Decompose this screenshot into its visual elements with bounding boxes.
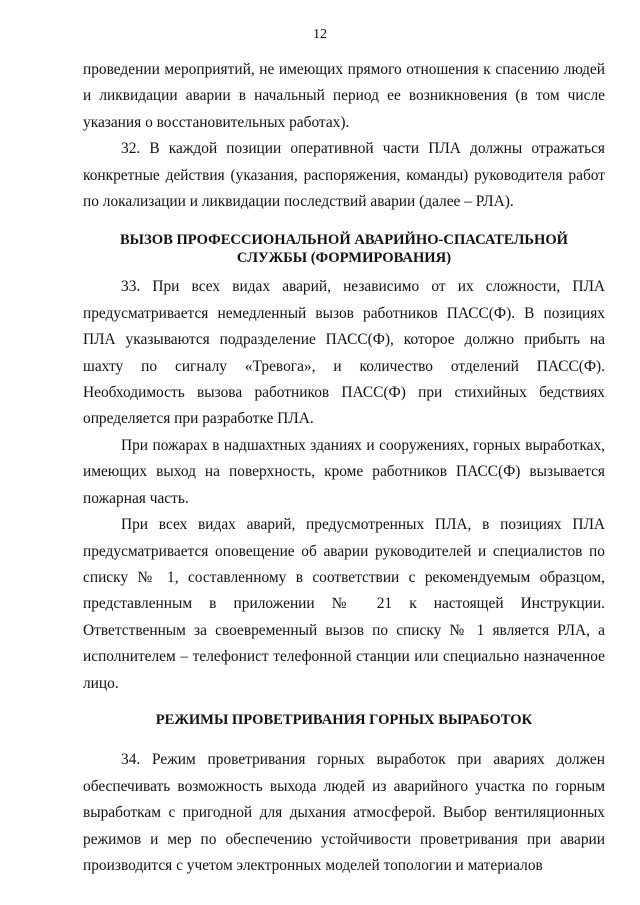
heading-line: ВЫЗОВ ПРОФЕССИОНАЛЬНОЙ АВАРИЙНО-СПАСАТЕЛЬНОЙ	[119, 232, 569, 249]
paragraph-fires: При пожарах в надшахтных зданиях и сооружениях, горных выработках, имеющих выход на поверхность, кроме работников ПАСС(Ф) вызывается пожарная часть.	[83, 436, 605, 507]
paragraph-34: 34. Режим проветривания горных выработок при авариях должен обеспечивать возможность выхода людей из аварийного участка по горным выработкам с пригодной для дыхания атмосферой. Выбор вентиляционных режимов и мер по обеспечению устойчивости проветривания при аварии производится с учетом электронных моделей топологии и материалов	[83, 751, 605, 875]
paragraph-continuation: проведении мероприятий, не имеющих прямого отношения к спасению людей и ликвидации аварии в начальный период ее возникновения (в том числе указания о восстановительных работах).	[83, 61, 605, 131]
section-heading-rescue-service	[83, 232, 605, 267]
paragraph-notification: При всех видах аварий, предусмотренных ПЛА, в позициях ПЛА предусматривается оповещение об аварии руководителей и специалистов по списку № 1, составленному в соответствии с рекомендуемым образцом, представленным в приложении № 21 к настоящей Инструкции. Ответственным за своевременный вызов по списку № 1 является РЛА, а исполнителем – телефонист телефонной станции или специально назначенное лицо.	[83, 516, 605, 692]
paragraph-32: 32. В каждой позиции оперативной части ПЛА должны отражаться конкретные действия (указания, распоряжения, команды) руководителя работ по локализации и ликвидации последствий аварии (далее – РЛА).	[83, 140, 605, 211]
paragraph-33: 33. При всех видах аварий, независимо от их сложности, ПЛА предусматривается немедленный вызов работников ПАСС(Ф). В позициях ПЛА указываются подразделение ПАСС(Ф), которое должно прибыть на шахту по сигналу «Тревога», и количество отделений ПАСС(Ф). Необходимость вызова работников ПАСС(Ф) при стихийных бедствиях определяется при разработке ПЛА.	[83, 278, 605, 428]
heading-line: СЛУЖБЫ (ФОРМИРОВАНИЯ)	[236, 249, 452, 266]
document-body	[83, 57, 605, 879]
section-heading-ventilation	[83, 712, 605, 730]
page-number: 12	[313, 27, 327, 42]
heading-line: РЕЖИМЫ ПРОВЕТРИВАНИЯ ГОРНЫХ ВЫРАБОТОК	[155, 711, 533, 728]
